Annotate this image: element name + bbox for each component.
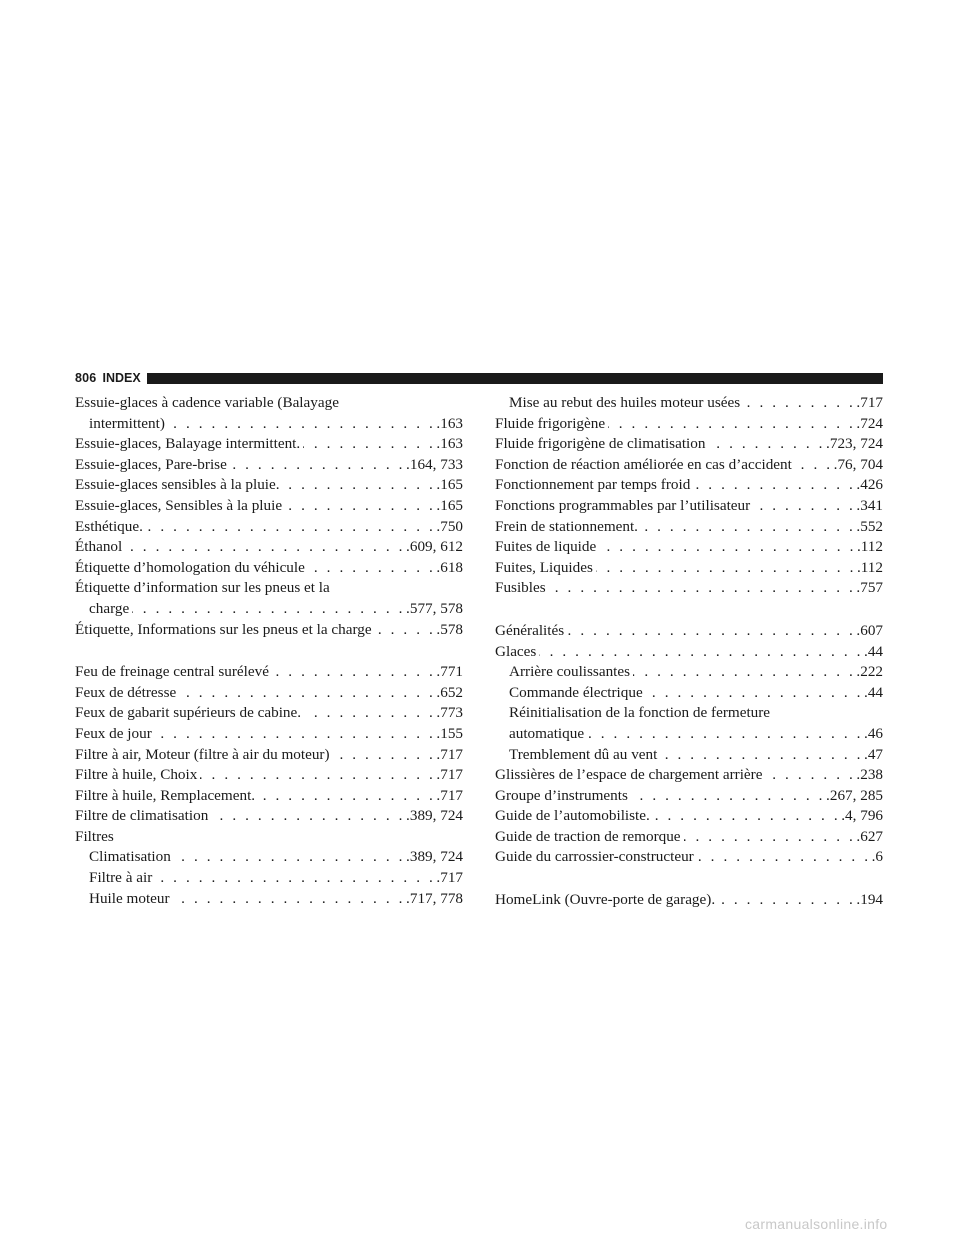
entry-text: Fuites de liquide [495,538,597,556]
index-entry [495,847,883,868]
entry-text: Frein de stationnement. [495,517,638,535]
index-subentry [495,724,883,745]
index-entry [75,558,463,579]
section-title: INDEX [102,371,141,385]
entry-text: Guide de traction de remorque [495,827,681,845]
page-reference: .267, 285 [826,786,883,804]
page-reference: .44 [864,683,883,701]
index-entry [75,537,463,558]
page-reference: .607 [856,621,883,639]
dot-leader [168,414,436,435]
entry-text: Commande électrique [509,683,643,701]
index-entry [75,786,463,807]
index-subentry [75,868,463,889]
index-entry [495,890,883,911]
dot-leader [549,578,856,599]
dot-leader [308,558,436,579]
dot-leader [653,806,840,827]
watermark: carmanualsonline.info [745,1216,888,1232]
page-reference: .341 [856,496,883,514]
header-rule [147,373,883,384]
index-entry [495,578,883,599]
dot-leader [641,517,855,538]
dot-leader [155,724,436,745]
entry-text: Essuie-glaces, Balayage intermittent. [75,435,301,453]
page-reference: .618 [436,558,463,576]
index-subentry [495,683,883,704]
entry-text: Généralités [495,621,565,639]
entry-text: Filtre à air [89,869,153,887]
index-entry [495,475,883,496]
entry-text: Mise au rebut des huiles moteur usées [509,394,741,411]
entry-text: Huile moteur [89,889,170,907]
page-reference: .757 [856,579,883,597]
entry-text: Feux de gabarit supérieurs de cabine. [75,704,302,722]
index-entry [75,620,463,641]
index-entry [495,434,883,455]
index-entry [495,496,883,517]
group-spacer [75,640,463,662]
dot-leader [633,662,855,683]
entry-text: Essuie-glaces sensibles à la pluie. [75,476,280,494]
page-reference: .717, 778 [406,889,463,907]
dot-leader [179,683,435,704]
entry-text: Essuie-glaces, Pare-brise [75,455,227,473]
index-entry [75,517,463,538]
index-entry [75,765,463,786]
index-entry [495,414,883,435]
page-reference: .652 [436,683,463,701]
index-entry [495,621,883,642]
index-entry [495,806,883,827]
entry-text: automatique [509,724,585,742]
dot-leader [660,745,863,766]
entry-text: Essuie-glaces, Sensibles à la pluie [75,496,283,514]
index-entry [495,517,883,538]
dot-leader [684,827,856,848]
index-entry [75,745,463,766]
dot-leader [333,745,436,766]
page-number: 806 [75,371,97,385]
group-spacer [495,868,883,890]
dot-leader [539,642,863,663]
page-header [75,371,883,385]
entry-text: Tremblement dû au vent [509,745,658,763]
entry-text: Guide de l’automobiliste. [495,807,650,825]
page-reference: .112 [856,538,883,556]
entry-text: Filtre à huile, Remplacement. [75,786,256,804]
index-subentry [495,745,883,766]
page-reference: .238 [856,766,883,784]
entry-text: HomeLink (Ouvre-porte de garage). [495,891,716,909]
dot-leader [132,599,405,620]
index-heading: Étiquette d’information sur les pneus et la [75,579,330,597]
index-entry [75,434,463,455]
page-reference: .426 [856,476,883,494]
entry-text: Étiquette d’homologation du véhicule [75,558,305,576]
page-reference: .164, 733 [406,455,463,473]
index-entry [495,455,883,476]
page-reference: .578 [436,620,463,638]
page-reference: .222 [856,663,883,681]
page-reference: .46 [864,724,883,742]
page-reference: .723, 724 [826,435,883,453]
dot-leader [693,475,855,496]
page-reference: .44 [864,642,883,660]
page-reference: .155 [436,724,463,742]
dot-leader [155,868,435,889]
index-heading: Essuie-glaces à cadence variable (Balayage [75,394,339,411]
page-reference: .112 [856,558,883,576]
entry-text: Feux de détresse [75,683,177,701]
page-reference: .627 [856,827,883,845]
entry-text: Fonctions programmables par l’utilisateur [495,496,751,514]
page-reference: .165 [436,496,463,514]
page-reference: .717 [436,869,463,887]
dot-leader [211,806,405,827]
entry-text: Glaces [495,642,537,660]
page-reference: .773 [436,704,463,722]
index-entry [75,724,463,745]
index-heading: Filtres [75,827,114,845]
dot-leader [258,786,435,807]
page-reference: .552 [856,517,883,535]
dot-leader [567,621,855,642]
index-entry [495,558,883,579]
dot-leader [283,475,436,496]
dot-leader [173,889,405,910]
page-reference: .165 [436,476,463,494]
dot-leader [304,703,435,724]
index-subentry [75,847,463,868]
page-reference: .724 [856,414,883,432]
page-reference: .389, 724 [406,848,463,866]
page-reference: .771 [436,663,463,681]
index-entry [495,827,883,848]
dot-leader [765,765,855,786]
dot-leader [646,683,863,704]
dot-leader [375,620,436,641]
dot-leader [285,496,435,517]
entry-text: intermittent) [89,414,165,432]
dot-leader [697,847,871,868]
index-entry [75,496,463,517]
dot-leader [303,434,435,455]
page-reference: .163 [436,435,463,453]
page-reference: .4, 796 [841,807,883,825]
entry-text: Climatisation [89,848,171,866]
entry-text: Feu de freinage central surélevé [75,663,269,681]
entry-text: Filtre à huile, Choix [75,766,198,784]
index-entry [75,455,463,476]
page-reference: .717 [436,786,463,804]
dot-leader [743,393,855,414]
index-entry [75,475,463,496]
page-reference: .577, 578 [406,599,463,617]
index-entry [75,662,463,683]
index-column-right [495,393,883,911]
page-reference: .389, 724 [406,807,463,825]
index-entry [495,765,883,786]
index-column-left [75,393,463,909]
entry-text: Fluide frigorigène de climatisation [495,435,706,453]
entry-text: Fuites, Liquides [495,558,593,576]
dot-leader [753,496,855,517]
page-reference: .750 [436,517,463,535]
index-entry [495,642,883,663]
entry-text: Glissières de l’espace de chargement arrière [495,766,763,784]
page-reference: .47 [864,745,883,763]
page-reference: .163 [436,414,463,432]
page-reference: .717 [436,766,463,784]
entry-text: Fonctionnement par temps froid [495,476,691,494]
index-entry [495,537,883,558]
group-spacer [495,599,883,621]
index-subentry [495,662,883,683]
entry-text: Groupe d’instruments [495,786,628,804]
page-reference: .717 [856,394,883,411]
entry-text: Filtre de climatisation [75,807,209,825]
dot-leader [230,455,405,476]
entry-text: charge [89,599,130,617]
index-subentry [75,889,463,910]
entry-text: Guide du carrossier-constructeur [495,848,694,866]
index-heading: Réinitialisation de la fonction de fermeture [509,704,771,722]
index-entry [75,806,463,827]
page-reference: .6 [871,848,883,866]
entry-text: Éthanol [75,538,123,556]
dot-leader [200,765,435,786]
entry-text: Esthétique. [75,517,143,535]
page-reference: .194 [856,891,883,909]
entry-text: Filtre à air, Moteur (filtre à air du moteur) [75,745,330,763]
dot-leader [795,455,833,476]
dot-leader [708,434,825,455]
index-entry [75,683,463,704]
page-reference: .609, 612 [406,538,463,556]
entry-text: Étiquette, Informations sur les pneus et la charge [75,620,372,638]
page-reference: .717 [436,745,463,763]
entry-text: Fonction de réaction améliorée en cas d’accident [495,455,792,473]
dot-leader [631,786,825,807]
entry-text: Fusibles [495,579,546,597]
dot-leader [587,724,863,745]
dot-leader [174,847,405,868]
page-reference: .76, 704 [833,455,883,473]
entry-text: Fluide frigorigène [495,414,606,432]
dot-leader [718,890,855,911]
entry-text: Arrière coulissantes [509,663,631,681]
index-subentry [75,599,463,620]
index-entry [495,786,883,807]
index-subentry [75,414,463,435]
dot-leader [272,662,435,683]
entry-text: Feux de jour [75,724,152,742]
index-entry [75,703,463,724]
dot-leader [599,537,856,558]
dot-leader [125,537,405,558]
dot-leader [596,558,856,579]
dot-leader [146,517,436,538]
index-subentry [495,393,883,414]
dot-leader [608,414,855,435]
